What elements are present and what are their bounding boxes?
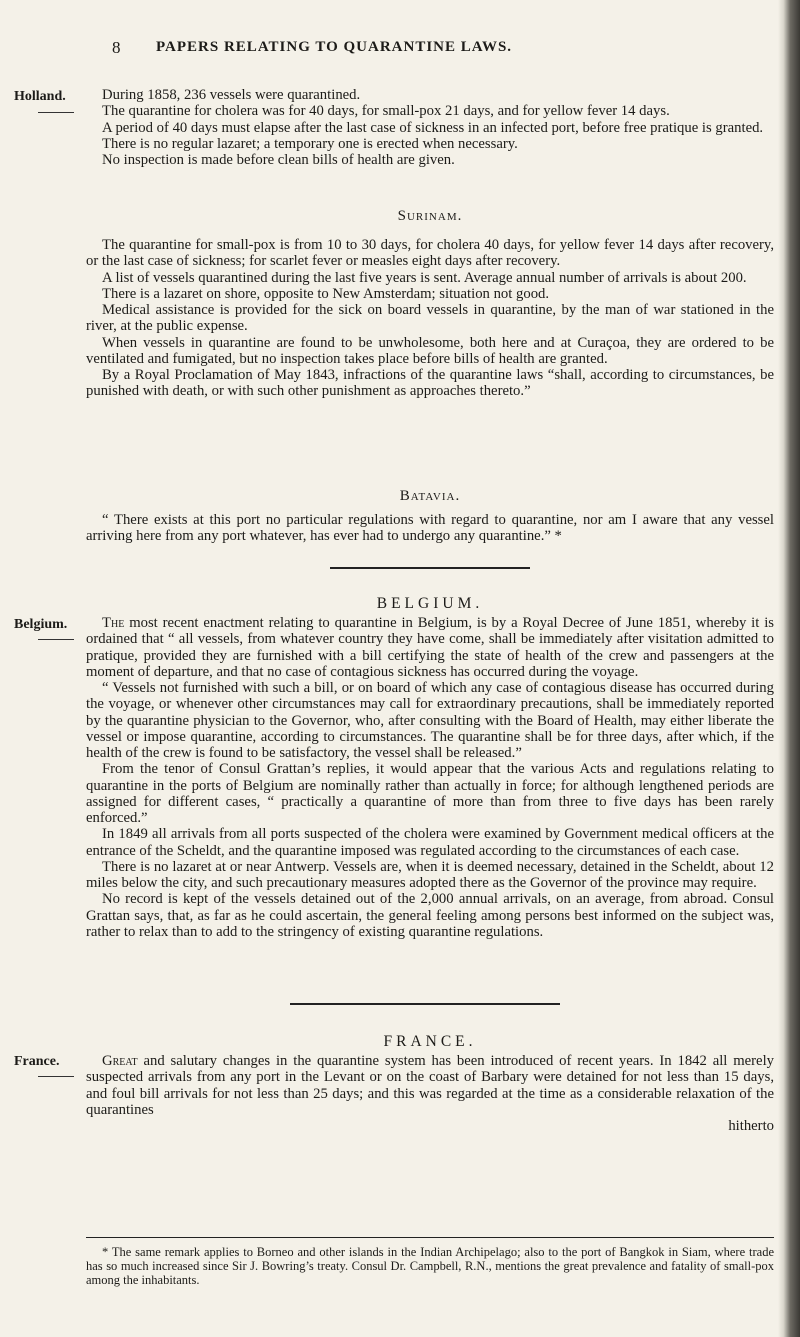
catchword: hitherto	[728, 1118, 774, 1134]
paragraph-text: and salutary changes in the quarantine system has been introduced of recent years. In 1842 all merely suspected arrivals from any port in the Levant or on the coast of Barbary were detained for not less than 15 days, and foul bill arrivals for not less than 25 days; and this was regarded at the time as a considerable relaxation of the quarantines	[86, 1053, 774, 1118]
paragraph: During 1858, 236 vessels were quarantined.	[102, 87, 361, 103]
surinam-heading: Surinam.	[397, 208, 463, 224]
holland-section	[86, 87, 774, 168]
paragraph: The quarantine for cholera was for 40 days, for small-pox 21 days, and for yellow fever 14 days.	[102, 103, 670, 120]
section-rule	[290, 1003, 560, 1005]
paragraph: From the tenor of Consul Grattan’s replies, it would appear that the various Acts and regulations relating to quarantine in the ports of Belgium are nominally rather than actually in force; for although lengthened periods are assigned for different cases, “ practically a quarantine of more than from three to five days has been rarely enforced.”	[86, 761, 774, 826]
paragraph: There is a lazaret on shore, opposite to New Amsterdam; situation not good.	[102, 285, 550, 302]
batavia-heading: Batavia.	[399, 488, 461, 504]
lead-word: The	[102, 615, 125, 631]
page-number: 8	[112, 38, 121, 57]
paragraph-text: most recent enactment relating to quarantine in Belgium, is by a Royal Decree of June 1851, whereby it is ordained that “ all vessels, from whatever country they have come, shall be immediately after visitation admitted to pratique, provided they are furnished with a bill certifying the state of health of the crew and passengers at the moment of departure, and that no case of contagious sickness has occurred during the voyage.	[86, 615, 774, 680]
paragraph: The quarantine for small-pox is from 10 to 30 days, for cholera 40 days, for yellow fever 14 days after recovery, or the last case of sickness; for scarlet fever or measles eight days after recovery.	[86, 237, 774, 270]
paragraph	[86, 615, 774, 680]
lead-word: Great	[102, 1053, 138, 1069]
paragraph: No inspection is made before clean bills of health are given.	[102, 152, 455, 168]
paragraph: A list of vessels quarantined during the last five years is sent. Average annual number of arrivals is about 200.	[102, 269, 747, 286]
paragraph: By a Royal Proclamation of May 1843, infractions of the quarantine laws “shall, according to circumstances, be punished with death, or with such other punishment as approaches thereto.”	[86, 367, 774, 400]
footnote-rule	[86, 1237, 774, 1238]
france-section	[86, 1053, 774, 1134]
page-header	[0, 38, 800, 58]
paragraph: “ There exists at this port no particular regulations with regard to quarantine, nor am I aware that any vessel arriving here from any port whatever, has ever had to undergo any quarantine.” *	[86, 512, 774, 545]
paragraph: In 1849 all arrivals from all ports suspected of the cholera were examined by Government medical officers at the entrance of the Scheldt, and the quarantine imposed was regulated according to the circumstances of each case.	[86, 826, 774, 859]
surinam-section	[86, 237, 774, 400]
paragraph: Medical assistance is provided for the sick on board vessels in quarantine, by the man of war stationed in the river, at the public expense.	[86, 302, 774, 335]
paragraph: No record is kept of the vessels detained out of the 2,000 annual arrivals, on an average, from abroad. Consul Grattan says, that, as far as he could ascertain, the general feeling among persons best informed on the subject was, rather to relax than to add to the stringency of existing quarantine regulations.	[86, 891, 774, 940]
margin-note-belgium: Belgium.	[14, 617, 68, 632]
paragraph: There is no lazaret at or near Antwerp. Vessels are, when it is deemed necessary, detained in the Scheldt, about 12 miles below the city, and such precautionary measures adopted there as the Governor of the province may require.	[86, 858, 774, 891]
paragraph	[86, 1053, 774, 1118]
batavia-section	[86, 512, 774, 545]
margin-dash	[38, 112, 74, 113]
paragraph: There is no regular lazaret; a temporary one is erected when necessary.	[102, 135, 518, 152]
running-title: PAPERS RELATING TO QUARANTINE LAWS.	[156, 39, 513, 55]
margin-note-holland: Holland.	[14, 89, 66, 104]
section-rule	[330, 567, 530, 569]
paragraph: When vessels in quarantine are found to be unwholesome, both here and at Curaçoa, they are ordered to be ventilated and fumigated, but no inspection takes place before bills of health are granted.	[86, 334, 774, 367]
france-heading: FRANCE.	[383, 1033, 477, 1050]
page-edge-shadow	[778, 0, 800, 1337]
paragraph: A period of 40 days must elapse after the last case of sickness in an infected port, before free pratique is granted.	[102, 119, 764, 136]
margin-dash	[38, 1076, 74, 1077]
footnote: * The same remark applies to Borneo and other islands in the Indian Archipelago; also to the port of Bangkok in Siam, where trade has so much increased since Sir J. Bowring’s treaty. Consul Dr. Campbell, R.N., mentions the great prevalence and fatality of small-pox among the inhabitants.	[86, 1245, 774, 1287]
belgium-heading: BELGIUM.	[376, 595, 484, 612]
margin-dash	[38, 639, 74, 640]
paragraph: “ Vessels not furnished with such a bill, or on board of which any case of contagious disease has occurred during the voyage, or whenever other circumstances may call for extraordinary precautions, shall be immediately reported by the quarantine physician to the Governor, who, after consulting with the Board of Health, may either liberate the vessel or impose quarantine, according to circumstances. The quarantine shall be for three days, after which, if the health of the crew is found to be satisfactory, the vessel shall be released.”	[86, 680, 774, 761]
belgium-section	[86, 615, 774, 940]
margin-note-france: France.	[14, 1054, 60, 1069]
